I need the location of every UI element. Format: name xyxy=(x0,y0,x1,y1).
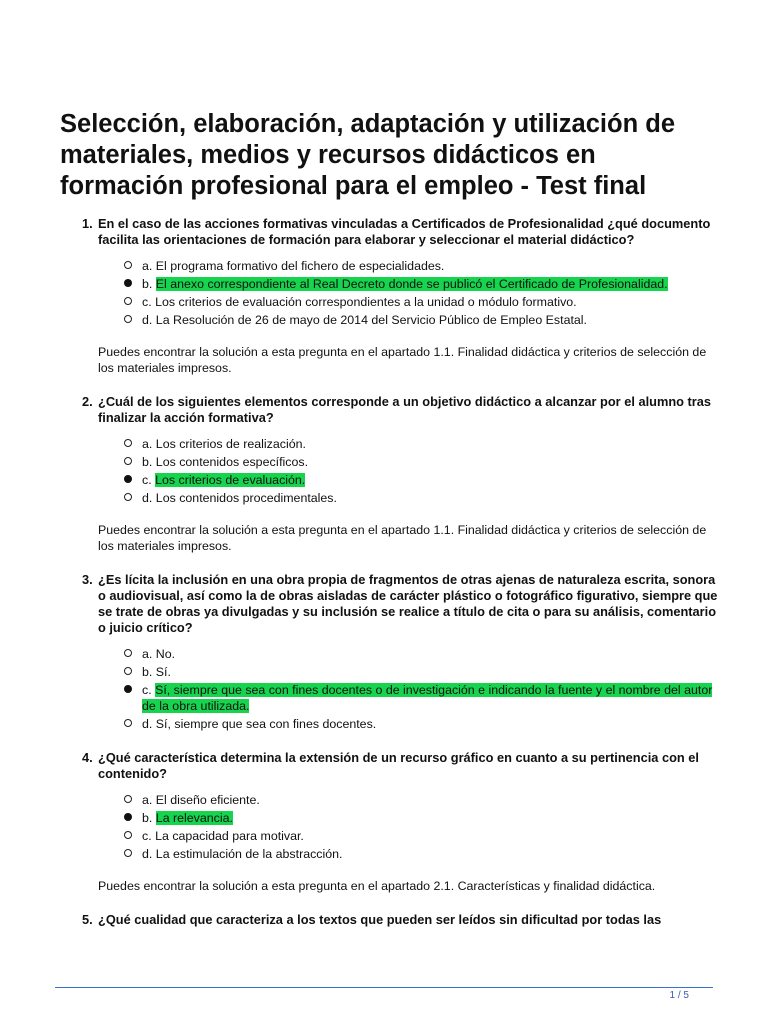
option-text: Los contenidos procedimentales. xyxy=(155,491,337,505)
question-number: 4. xyxy=(82,750,93,765)
option-c[interactable] xyxy=(98,682,720,714)
option-b[interactable] xyxy=(98,276,720,292)
option-label: d. xyxy=(142,491,153,505)
option-text: La estimulación de la abstracción. xyxy=(155,847,343,861)
solution-note: Puedes encontrar la solución a esta pregunta en el apartado 1.1. Finalidad didáctica y criterios de selección de los materiales impresos. xyxy=(98,345,707,375)
option-d[interactable] xyxy=(98,846,720,862)
option-label: d. xyxy=(142,313,153,327)
radio-empty-icon xyxy=(124,315,132,323)
option-c[interactable] xyxy=(98,472,720,488)
question-number: 3. xyxy=(82,572,93,587)
question-text: ¿Es lícita la inclusión en una obra propia de fragmentos de otras ajenas de naturaleza escrita, sonora o audiovisual, así como la de obras aisladas de carácter plástico o fotográfico figurativo, siempre que se trate de obras ya divulgadas y su inclusión se realice a título de cita o para su análisis, comentario o juicio crítico? xyxy=(98,572,718,635)
option-b[interactable] xyxy=(98,664,720,680)
option-text-highlighted: El anexo correspondiente al Real Decreto donde se publicó el Certificado de Profesionalidad. xyxy=(155,277,668,291)
question-text: ¿Qué característica determina la extensión de un recurso gráfico en cuanto a su pertinencia con el contenido? xyxy=(98,750,699,781)
option-text-highlighted: Sí, siempre que sea con fines docentes o de investigación e indicando la fuente y el nombre del autor de la obra utilizada. xyxy=(142,683,713,713)
question-number: 1. xyxy=(82,216,93,231)
radio-selected-icon xyxy=(124,813,132,821)
question-4 xyxy=(60,750,720,894)
radio-empty-icon xyxy=(124,667,132,675)
option-text: No. xyxy=(155,647,176,661)
options-list xyxy=(98,792,720,862)
radio-empty-icon xyxy=(124,261,132,269)
options-list xyxy=(98,258,720,328)
option-label: b. xyxy=(142,665,153,679)
radio-empty-icon xyxy=(124,719,132,727)
option-a[interactable] xyxy=(98,436,720,452)
option-label: a. xyxy=(142,647,153,661)
option-label: c. xyxy=(142,829,152,843)
option-text: Sí. xyxy=(155,665,171,679)
question-3 xyxy=(60,572,720,732)
option-label: a. xyxy=(142,437,153,451)
options-list xyxy=(98,436,720,506)
option-text: El programa formativo del fichero de especialidades. xyxy=(155,259,445,273)
option-a[interactable] xyxy=(98,646,720,662)
option-a[interactable] xyxy=(98,792,720,808)
question-text: ¿Qué cualidad que caracteriza a los textos que pueden ser leídos sin dificultad por todas las xyxy=(98,912,662,927)
option-d[interactable] xyxy=(98,490,720,506)
option-text: La Resolución de 26 de mayo de 2014 del Servicio Público de Empleo Estatal. xyxy=(155,313,587,327)
question-text: ¿Cuál de los siguientes elementos corresponde a un objetivo didáctico a alcanzar por el alumno tras finalizar la acción formativa? xyxy=(98,394,711,425)
option-label: b. xyxy=(142,811,153,825)
radio-selected-icon xyxy=(124,279,132,287)
option-a[interactable] xyxy=(98,258,720,274)
radio-selected-icon xyxy=(124,685,132,693)
solution-note: Puedes encontrar la solución a esta pregunta en el apartado 2.1. Características y finalidad didáctica. xyxy=(98,879,656,893)
option-text-highlighted: Los criterios de evaluación. xyxy=(155,473,306,487)
option-c[interactable] xyxy=(98,294,720,310)
option-text-highlighted: La relevancia. xyxy=(155,811,233,825)
radio-empty-icon xyxy=(124,849,132,857)
option-label: c. xyxy=(142,683,152,697)
radio-empty-icon xyxy=(124,795,132,803)
radio-empty-icon xyxy=(124,493,132,501)
option-text: El diseño eficiente. xyxy=(155,793,260,807)
option-label: d. xyxy=(142,717,153,731)
question-text: En el caso de las acciones formativas vinculadas a Certificados de Profesionalidad ¿qué documento facilita las orientaciones de formación para elaborar y seleccionar el material didáctico? xyxy=(98,216,711,247)
questions-list xyxy=(60,216,720,928)
option-d[interactable] xyxy=(98,716,720,732)
page-title: Selección, elaboración, adaptación y utilización de materiales, medios y recursos didácticos en formación profesional para el empleo - Test final xyxy=(60,110,676,201)
question-2 xyxy=(60,394,720,554)
option-d[interactable] xyxy=(98,312,720,328)
option-label: a. xyxy=(142,259,153,273)
option-label: c. xyxy=(142,473,152,487)
solution-note: Puedes encontrar la solución a esta pregunta en el apartado 1.1. Finalidad didáctica y criterios de selección de los materiales impresos. xyxy=(98,523,707,553)
options-list xyxy=(98,646,720,732)
question-1 xyxy=(60,216,720,376)
option-text: Los criterios de realización. xyxy=(155,437,306,451)
question-number: 2. xyxy=(82,394,93,409)
radio-selected-icon xyxy=(124,475,132,483)
option-b[interactable] xyxy=(98,454,720,470)
option-label: c. xyxy=(142,295,152,309)
footer-divider xyxy=(55,987,713,988)
option-text: Los contenidos específicos. xyxy=(155,455,309,469)
option-b[interactable] xyxy=(98,810,720,826)
option-label: b. xyxy=(142,277,153,291)
radio-empty-icon xyxy=(124,297,132,305)
option-text: La capacidad para motivar. xyxy=(155,829,304,843)
option-c[interactable] xyxy=(98,828,720,844)
option-label: d. xyxy=(142,847,153,861)
option-text: Sí, siempre que sea con fines docentes. xyxy=(155,717,377,731)
radio-empty-icon xyxy=(124,439,132,447)
radio-empty-icon xyxy=(124,831,132,839)
question-number: 5. xyxy=(82,912,93,927)
radio-empty-icon xyxy=(124,649,132,657)
radio-empty-icon xyxy=(124,457,132,465)
option-label: a. xyxy=(142,793,153,807)
page-indicator: 1 / 5 xyxy=(669,990,689,1001)
option-label: b. xyxy=(142,455,153,469)
question-5 xyxy=(60,912,720,928)
option-text: Los criterios de evaluación correspondientes a la unidad o módulo formativo. xyxy=(155,295,577,309)
